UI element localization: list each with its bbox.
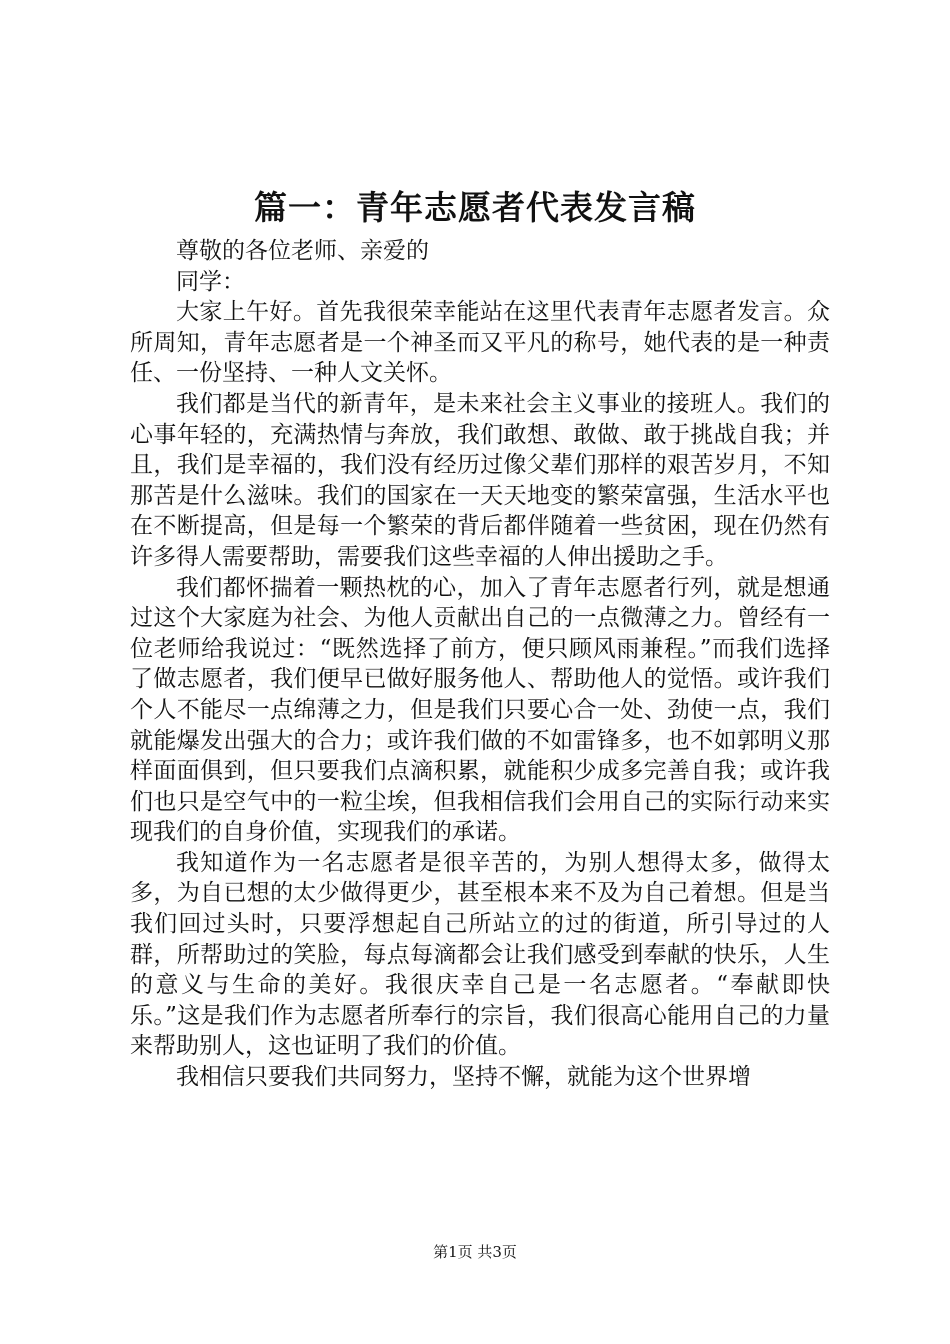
- paragraph-2: 我们都是当代的新青年，是未来社会主义事业的接班人。我们的心事年轻的，充满热情与奔放，我们敢想、敢做、敢于挑战自我；并且，我们是幸福的，我们没有经历过像父辈们那样的艰苦岁月，不知那苦是什么滋味。我们的国家在一天天地变的繁荣富强，生活水平也在不断提高，但是每一个繁荣的背后都伴随着一些贫困，现在仍然有许多得人需要帮助，需要我们这些幸福的人伸出援助之手。: [130, 390, 830, 570]
- paragraph-4: 我知道作为一名志愿者是很辛苦的，为别人想得太多，做得太多，为自已想的太少做得更少，甚至根本来不及为自己着想。但是当我们回过头时，只要浮想起自己所站立的过的街道，所引导过的人群，所帮助过的笑脸，每点每滴都会让我们感受到奉献的快乐，人生的意义与生命的美好。我很庆幸自己是一名志愿者。“奉献即快乐。”这是我们作为志愿者所奉行的宗旨，我们很高心能用自己的力量来帮助别人，这也证明了我们的价值。: [130, 849, 830, 1060]
- paragraph-5: 我相信只要我们共同努力，坚持不懈，就能为这个世界增: [176, 1064, 751, 1091]
- salutation-line-2: 同学：: [176, 268, 245, 295]
- page-footer: 第1页 共3页: [433, 1243, 517, 1261]
- salutation-line-1: 尊敬的各位老师、亲爱的: [176, 238, 429, 264]
- document-body: [130, 236, 830, 1093]
- document-title: 篇一：青年志愿者代表发言稿: [254, 188, 696, 227]
- paragraph-3: 我们都怀揣着一颗热枕的心，加入了青年志愿者行列，就是想通过这个大家庭为社会、为他人贡献出自己的一点微薄之力。曾经有一位老师给我说过：“既然选择了前方，便只顾风雨兼程。”而我们选择了做志愿者，我们便早已做好服务他人、帮助他人的觉悟。或许我们个人不能尽一点绵薄之力，但是我们只要心合一处、劲使一点，我们就能爆发出强大的合力；或许我们做的不如雷锋多，也不如郭明义那样面面俱到，但只要我们点滴积累，就能积少成多完善自我；或许我们也只是空气中的一粒尘埃，但我相信我们会用自己的实际行动来实现我们的自身价值，实现我们的承诺。: [130, 574, 830, 846]
- paragraph-1: 大家上午好。首先我很荣幸能站在这里代表青年志愿者发言。众所周知，青年志愿者是一个神圣而又平凡的称号，她代表的是一种责任、一份坚持、一种人文关怀。: [130, 299, 830, 387]
